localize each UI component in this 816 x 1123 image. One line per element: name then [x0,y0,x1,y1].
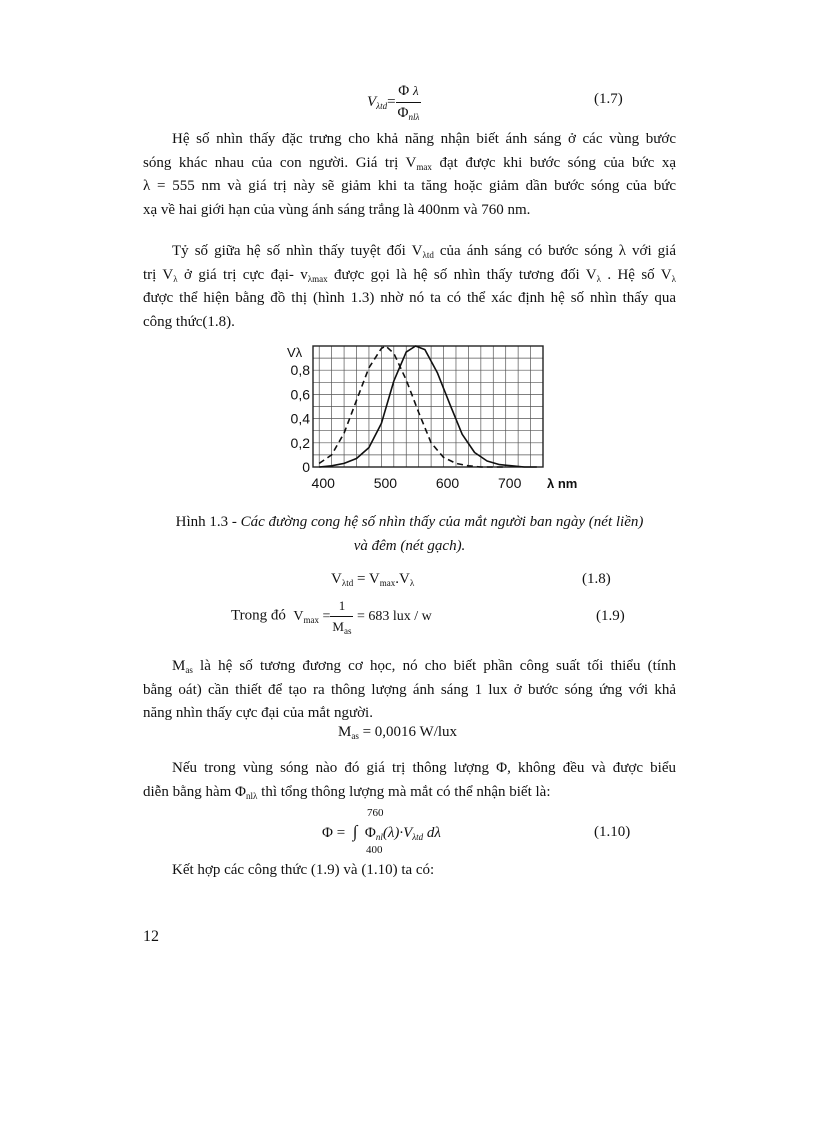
paragraph-1: Hệ số nhìn thấy đặc trưng cho khả năng nhận biết ánh sáng ở các vùng bước sóng khác nhau của con người. Giá trị $V_{max}$ đạt được khi bước sóng của bức xạ λ = 555 nm và giá trị này sẽ giảm khi ta tăng hoặc giảm dần bước sóng của bức xạ về hai giới hạn của vùng ánh sáng trắng là 400nm và 760 nm. [143,131,676,218]
caption-line-1: Hình 1.3 - Các đường cong hệ số nhìn thấy của mắt người ban ngày (nét liền) [175,514,644,530]
equation-1-10: Φ = ∫ $\Phi_{nl}(\lambda)\cdot V_{\lambda td}$ dλ [322,822,441,842]
eq19-number: (1.9) [596,608,625,624]
eq18-number: (1.8) [582,571,611,587]
equation-1-8: $V_{\lambda td} = V_{max}.V_\lambda$ [331,571,415,588]
paragraph-3: $M_{as}$ là hệ số tương đương cơ học, nó cho biết phần công suất tối thiểu (tính bằng oát) cần thiết để tạo ra thông lượng ánh sáng 1 lux ở bước sóng ứng với khả năng nhìn thấy cực đại của mắt người. [143,658,676,721]
eq110-number: (1.10) [594,824,631,840]
x-tick-label: 600 [435,475,460,491]
y-tick-label: 0,6 [290,386,310,403]
eq17-number: (1.7) [594,91,623,107]
x-axis-label: λ nm [547,476,578,491]
equation-1-9: Trong đó $V_{max}$ = $\frac{1}{M_{as}}$ = 683 lux / w [231,598,432,636]
eq110-lower-limit: 400 [366,844,383,856]
y-axis-label: Vλ [287,345,303,360]
caption-line-2: và đêm (nét gạch). [353,538,466,554]
mas-value: $M_{as} = 0,0016$ W/lux [338,724,458,741]
eq17-lhs: $V_{\lambda td}$ [367,93,388,111]
y-tick-label: 0 [302,459,310,475]
x-tick-label: 400 [311,475,335,491]
x-tick-label: 700 [498,475,522,491]
paragraph-5: Kết hợp các công thức (1.9) và (1.10) ta có: [172,862,435,878]
y-tick-label: 0,4 [290,410,310,427]
y-tick-label: 0,8 [290,362,310,379]
y-tick-label: 0,2 [290,434,310,451]
paragraph-2: Tỷ số giữa hệ số nhìn thấy tuyệt đối $V_{\lambda td}$ của ánh sáng có bước sóng λ với giá trị $V_\lambda$ ở giá trị cực đại- $v_{\lambda max}$ được gọi là hệ số nhìn thấy tương đối $V_\lambda$ . Hệ số $V_\lambda$ được thể hiện bằng đồ thị (hình 1.3) nhờ nó ta có thể xác định hệ số nhìn thấy qua công thức(1.8). [143,243,676,330]
figure-caption [143,510,676,558]
x-tick-label: 500 [373,475,398,491]
page-number: 12 [143,928,159,945]
integral-sign: ∫ [352,822,358,841]
eq17-fraction: $\frac{\text{Φ λ}}{\Phi_{nl\lambda}}$ [397,83,420,122]
paragraph-4: Nếu trong vùng sóng nào đó giá trị thông lượng Φ, không đều và được biểu diễn bằng hàm $\Phi_{nl\lambda}$ thì tổng thông lượng mà mắt có thể nhận biết là: [143,760,676,801]
figure-1-3-chart [283,340,578,500]
equation-1-7: $V_{\lambda td}=$ $\frac{\text{Φ λ}}{\Phi_{nl\lambda}}$ [367,83,420,122]
eq110-upper-limit: 760 [367,807,384,819]
